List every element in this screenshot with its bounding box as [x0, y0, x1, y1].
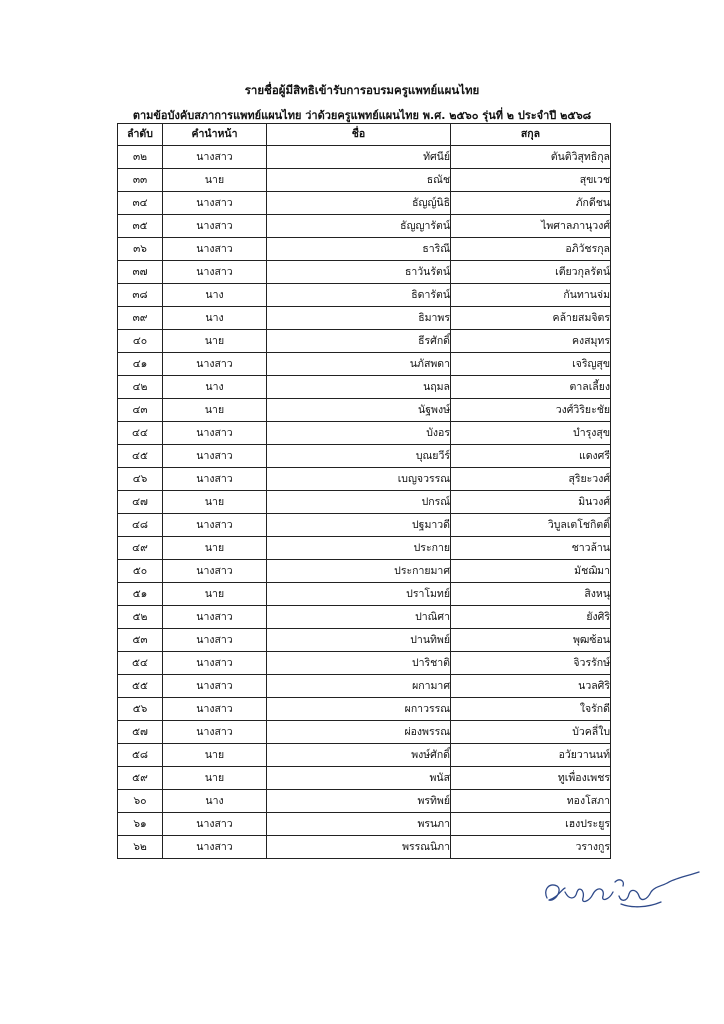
- header-surname: สกุล: [451, 124, 611, 146]
- table-row: [118, 353, 611, 376]
- row-surname: แดงศรี: [451, 445, 611, 468]
- row-surname: เจริญสุข: [451, 353, 611, 376]
- table-row: [118, 790, 611, 813]
- row-prefix: นางสาว: [163, 192, 267, 215]
- row-number: ๓๕: [118, 215, 163, 238]
- row-number: ๕๓: [118, 629, 163, 652]
- row-prefix: นาง: [163, 284, 267, 307]
- row-prefix: นาง: [163, 376, 267, 399]
- row-number: ๔๓: [118, 399, 163, 422]
- row-first-name: บังอร: [267, 422, 451, 445]
- roster-table: [117, 123, 611, 859]
- row-number: ๖๐: [118, 790, 163, 813]
- row-first-name: ปฐมาวดี: [267, 514, 451, 537]
- row-number: ๓๘: [118, 284, 163, 307]
- row-surname: มัชฌิมา: [451, 560, 611, 583]
- row-prefix: นางสาว: [163, 215, 267, 238]
- table-row: [118, 307, 611, 330]
- row-prefix: นาย: [163, 399, 267, 422]
- row-first-name: ธณัช: [267, 169, 451, 192]
- row-surname: ตันติวิสุทธิกุล: [451, 146, 611, 169]
- row-surname: ตาลเลี้ยง: [451, 376, 611, 399]
- table-row: [118, 468, 611, 491]
- row-number: ๔๑: [118, 353, 163, 376]
- row-prefix: นางสาว: [163, 652, 267, 675]
- document-title: รายชื่อผู้มีสิทธิเข้ารับการอบรมครูแพทย์แผนไทย: [244, 83, 480, 97]
- table-row: [118, 767, 611, 790]
- row-first-name: บุณยวีร์: [267, 445, 451, 468]
- row-first-name: ธีรศักดิ์: [267, 330, 451, 353]
- row-prefix: นาย: [163, 169, 267, 192]
- row-first-name: ปกรณ์: [267, 491, 451, 514]
- row-first-name: ผกามาศ: [267, 675, 451, 698]
- row-first-name: ธาริณี: [267, 238, 451, 261]
- row-number: ๔๕: [118, 445, 163, 468]
- row-prefix: นางสาว: [163, 146, 267, 169]
- row-prefix: นางสาว: [163, 238, 267, 261]
- row-number: ๔๔: [118, 422, 163, 445]
- table-row: [118, 215, 611, 238]
- row-surname: สุขเวช: [451, 169, 611, 192]
- row-number: ๕๙: [118, 767, 163, 790]
- row-number: ๓๖: [118, 238, 163, 261]
- row-prefix: นาย: [163, 330, 267, 353]
- row-first-name: พนัส: [267, 767, 451, 790]
- table-row: [118, 238, 611, 261]
- row-surname: คล้ายสมจิตร: [451, 307, 611, 330]
- row-surname: นวลศิริ: [451, 675, 611, 698]
- row-surname: ภักดีชน: [451, 192, 611, 215]
- row-first-name: พรรณนิภา: [267, 836, 451, 859]
- row-surname: จิวรรักษ์: [451, 652, 611, 675]
- row-number: ๓๔: [118, 192, 163, 215]
- table-row: [118, 445, 611, 468]
- table-row: [118, 514, 611, 537]
- row-first-name: พรทิพย์: [267, 790, 451, 813]
- row-number: ๓๒: [118, 146, 163, 169]
- row-prefix: นาย: [163, 583, 267, 606]
- table-row: [118, 675, 611, 698]
- row-surname: อภิวัชรกุล: [451, 238, 611, 261]
- row-first-name: พงษ์ศักดิ์: [267, 744, 451, 767]
- row-surname: วงศ์วิริยะชัย: [451, 399, 611, 422]
- table-row: [118, 583, 611, 606]
- row-prefix: นาง: [163, 307, 267, 330]
- row-number: ๖๑: [118, 813, 163, 836]
- row-first-name: นภัสพดา: [267, 353, 451, 376]
- row-number: ๕๑: [118, 583, 163, 606]
- row-prefix: นางสาว: [163, 836, 267, 859]
- table-row: [118, 376, 611, 399]
- table-row: [118, 284, 611, 307]
- row-surname: บัวคลี่ใบ: [451, 721, 611, 744]
- table-row: [118, 169, 611, 192]
- row-first-name: ทัศนีย์: [267, 146, 451, 169]
- row-first-name: ปานทิพย์: [267, 629, 451, 652]
- row-number: ๕๖: [118, 698, 163, 721]
- row-number: ๔๒: [118, 376, 163, 399]
- table-row: [118, 606, 611, 629]
- header-first-name: ชื่อ: [267, 124, 451, 146]
- row-surname: มินวงศ์: [451, 491, 611, 514]
- row-surname: ทองโสภา: [451, 790, 611, 813]
- row-prefix: นางสาว: [163, 606, 267, 629]
- row-number: ๕๘: [118, 744, 163, 767]
- row-first-name: ธาวันรัตน์: [267, 261, 451, 284]
- row-surname: ใจรักดี: [451, 698, 611, 721]
- row-surname: เฮงประยูร: [451, 813, 611, 836]
- row-first-name: นฤมล: [267, 376, 451, 399]
- table-row: [118, 192, 611, 215]
- document-subtitle: ตามข้อบังคับสภาการแพทย์แผนไทย ว่าด้วยครูแพทย์แผนไทย พ.ศ. ๒๕๖๐ รุ่นที่ ๒ ประจำปี ๒๕๖๘: [132, 109, 592, 122]
- row-prefix: นางสาว: [163, 353, 267, 376]
- row-prefix: นางสาว: [163, 560, 267, 583]
- row-surname: เตียวกุลรัตน์: [451, 261, 611, 284]
- row-prefix: นาย: [163, 491, 267, 514]
- row-number: ๓๓: [118, 169, 163, 192]
- row-prefix: นาย: [163, 767, 267, 790]
- row-first-name: ธิมาพร: [267, 307, 451, 330]
- row-first-name: ธัญญ์นิธิ: [267, 192, 451, 215]
- row-surname: วิบูลเตโชกิตติ์: [451, 514, 611, 537]
- row-number: ๕๕: [118, 675, 163, 698]
- roster-body: [118, 146, 611, 859]
- table-row: [118, 698, 611, 721]
- row-number: ๓๗: [118, 261, 163, 284]
- row-number: ๕๗: [118, 721, 163, 744]
- table-row: [118, 146, 611, 169]
- row-surname: คงสมุทร: [451, 330, 611, 353]
- row-first-name: ปาริชาติ: [267, 652, 451, 675]
- row-prefix: นาง: [163, 790, 267, 813]
- row-prefix: นางสาว: [163, 514, 267, 537]
- header-row: [118, 124, 611, 146]
- row-surname: อวัยวานนท์: [451, 744, 611, 767]
- row-surname: สุริยะวงศ์: [451, 468, 611, 491]
- row-surname: พุฒซ้อน: [451, 629, 611, 652]
- table-row: [118, 721, 611, 744]
- table-row: [118, 836, 611, 859]
- row-prefix: นางสาว: [163, 261, 267, 284]
- row-surname: วรางกูร: [451, 836, 611, 859]
- row-surname: บำรุงสุข: [451, 422, 611, 445]
- row-number: ๔๖: [118, 468, 163, 491]
- header-no: ลำดับ: [118, 124, 163, 146]
- row-prefix: นางสาว: [163, 813, 267, 836]
- table-row: [118, 399, 611, 422]
- table-row: [118, 629, 611, 652]
- row-prefix: นางสาว: [163, 721, 267, 744]
- table-row: [118, 560, 611, 583]
- row-number: ๕๔: [118, 652, 163, 675]
- row-first-name: นัฐพงษ์: [267, 399, 451, 422]
- row-number: ๕๒: [118, 606, 163, 629]
- row-number: ๔๐: [118, 330, 163, 353]
- table-row: [118, 330, 611, 353]
- row-first-name: ประกาย: [267, 537, 451, 560]
- table-row: [118, 261, 611, 284]
- row-first-name: เบญจวรรณ: [267, 468, 451, 491]
- row-surname: ทูเพื่องเพชร: [451, 767, 611, 790]
- row-number: ๔๗: [118, 491, 163, 514]
- row-first-name: พรนภา: [267, 813, 451, 836]
- row-first-name: ผกาวรรณ: [267, 698, 451, 721]
- row-prefix: นางสาว: [163, 698, 267, 721]
- row-first-name: ธิดารัตน์: [267, 284, 451, 307]
- table-row: [118, 537, 611, 560]
- row-prefix: นางสาว: [163, 422, 267, 445]
- row-number: ๓๙: [118, 307, 163, 330]
- row-number: ๕๐: [118, 560, 163, 583]
- table-row: [118, 744, 611, 767]
- row-number: ๖๒: [118, 836, 163, 859]
- row-surname: ชาวล้าน: [451, 537, 611, 560]
- row-surname: สิงหนุ: [451, 583, 611, 606]
- row-surname: ยังศิริ: [451, 606, 611, 629]
- row-number: ๔๘: [118, 514, 163, 537]
- table-row: [118, 652, 611, 675]
- row-first-name: ผ่องพรรณ: [267, 721, 451, 744]
- row-first-name: ปาณิศา: [267, 606, 451, 629]
- row-prefix: นาย: [163, 537, 267, 560]
- row-number: ๔๙: [118, 537, 163, 560]
- table-row: [118, 491, 611, 514]
- row-prefix: นาย: [163, 744, 267, 767]
- row-first-name: ประกายมาศ: [267, 560, 451, 583]
- row-prefix: นางสาว: [163, 629, 267, 652]
- row-prefix: นางสาว: [163, 445, 267, 468]
- row-prefix: นางสาว: [163, 468, 267, 491]
- table-row: [118, 422, 611, 445]
- header-prefix: คำนำหน้า: [163, 124, 267, 146]
- row-surname: ไพศาลภานุวงศ์: [451, 215, 611, 238]
- row-surname: กันทานจ่ม: [451, 284, 611, 307]
- table-row: [118, 813, 611, 836]
- row-first-name: ปราโมทย์: [267, 583, 451, 606]
- row-first-name: ธัญญารัตน์: [267, 215, 451, 238]
- handwritten-signature: [535, 868, 705, 918]
- row-prefix: นางสาว: [163, 675, 267, 698]
